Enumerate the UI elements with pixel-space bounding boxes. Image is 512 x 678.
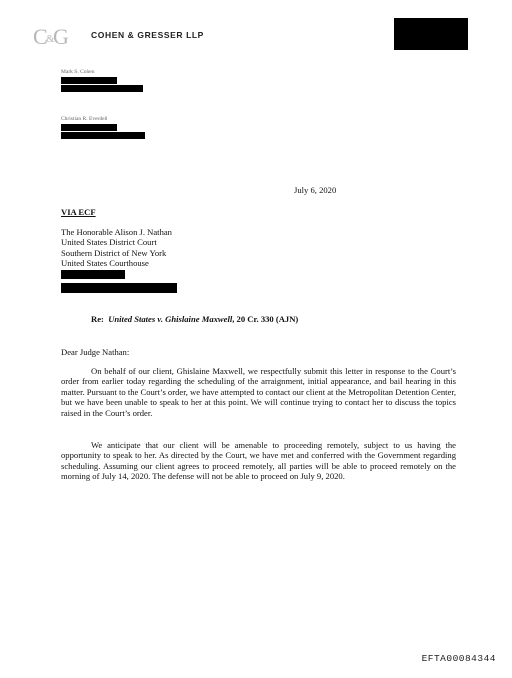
body-paragraph — [61, 440, 456, 482]
paragraph-text: On behalf of our client, Ghislaine Maxwell, we respectfully submit this letter in response to the Court’s order from earlier today regarding the scheduling of the arraignment, initial appearance, and bail hearing in this matter. Pursuant to the Court’s order, we have attempted to contact our client at the Metropolitan Detention Center, but we have been unable to speak to her at this point. We will continue trying to contact her to discuss the topics raised in the Court’s order. — [61, 366, 456, 418]
redaction-address-line-2 — [61, 283, 177, 293]
svg-text:G: G — [53, 24, 69, 48]
firm-logo — [33, 24, 73, 48]
re-label: Re: — [91, 314, 104, 324]
redaction-address-line-1 — [61, 270, 125, 279]
document-id: EFTA00084344 — [421, 653, 496, 664]
address-line: United States District Court — [61, 237, 157, 248]
letter-date: July 6, 2020 — [294, 185, 337, 195]
redaction-attorney-2-line-2 — [61, 132, 145, 139]
delivery-method: VIA ECF — [61, 207, 96, 217]
salutation: Dear Judge Nathan: — [61, 347, 130, 357]
paragraph-text: We anticipate that our client will be amenable to proceeding remotely, subject to us having the opportunity to speak to her. As directed by the Court, we have met and conferred with the Government regarding scheduling. Assuming our client agrees to proceed remotely, all parties will be able to proceed remotely on the morning of July 14, 2020. The defense will not be able to proceed on July 9, 2020. — [61, 440, 456, 482]
attorney-name: Mark S. Cohen — [61, 69, 95, 75]
attorney-name: Christian R. Everdell — [61, 116, 108, 122]
address-line: United States Courthouse — [61, 258, 149, 269]
svg-text:&: & — [46, 33, 55, 45]
redaction-attorney-1-line-1 — [61, 77, 117, 84]
redaction-letterhead — [394, 18, 468, 50]
case-number: , 20 Cr. 330 (AJN) — [232, 314, 299, 324]
address-line: Southern District of New York — [61, 247, 167, 258]
svg-text:C: C — [33, 24, 48, 48]
redaction-attorney-1-line-2 — [61, 85, 143, 92]
recipient-address — [61, 227, 172, 269]
address-line: The Honorable Alison J. Nathan — [61, 227, 172, 237]
re-line — [91, 314, 298, 324]
firm-name: COHEN & GRESSER LLP — [91, 30, 204, 40]
redaction-attorney-2-line-1 — [61, 124, 117, 131]
case-name: United States v. Ghislaine Maxwell — [108, 314, 233, 324]
body-paragraph — [61, 366, 456, 418]
